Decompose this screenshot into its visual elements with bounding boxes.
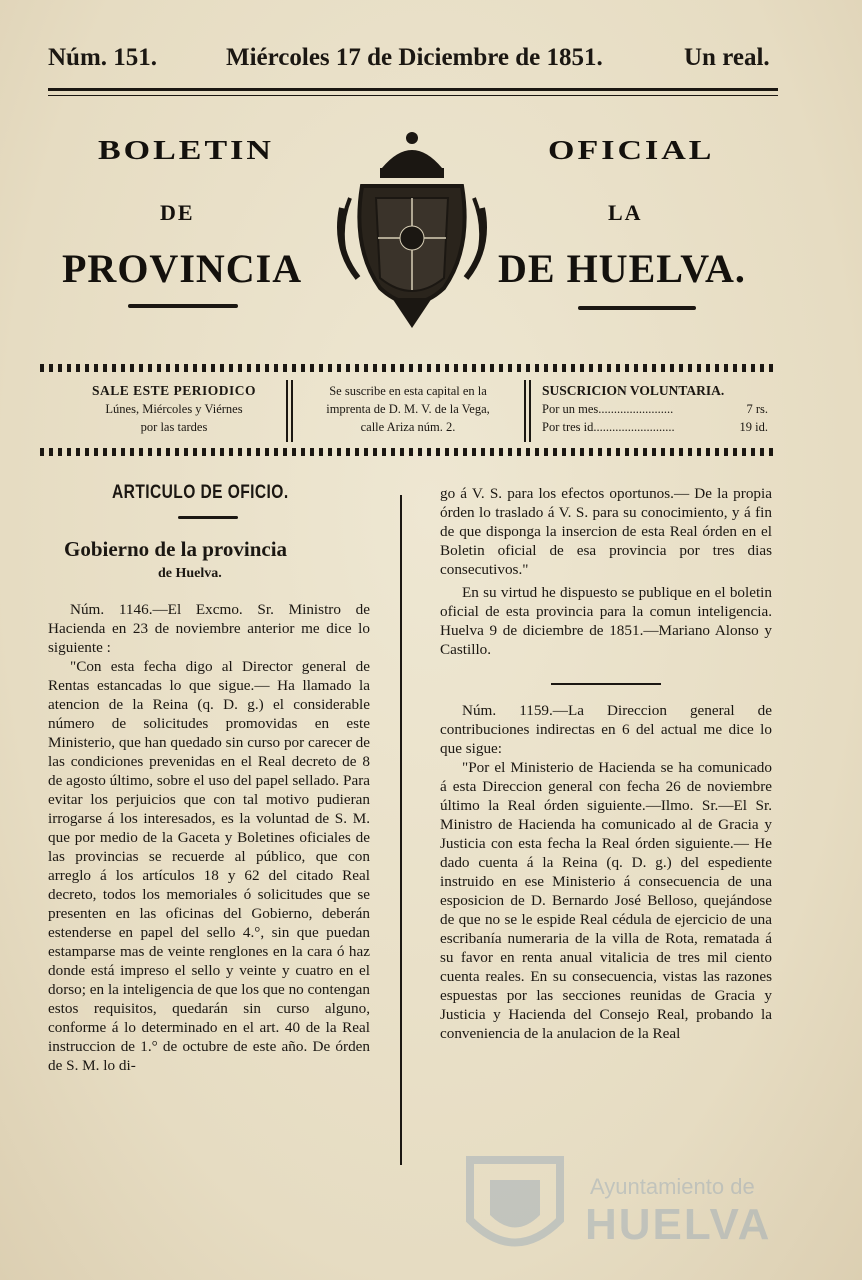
paragraph: En su virtud he dispuesto se publique en el boletin oficial de esta provincia para la comun inteligencia. Huelva 9 de diciembre de 1851.—Mariano Alonso y Castillo. xyxy=(440,584,772,658)
masthead-rule-bottom xyxy=(48,95,778,96)
left-column-text xyxy=(48,600,370,1075)
issue-date: Miércoles 17 de Diciembre de 1851. xyxy=(226,44,603,71)
watermark-line1: Ayuntamiento de xyxy=(590,1174,755,1199)
watermark xyxy=(460,1150,790,1270)
city-shield-icon xyxy=(460,1150,570,1270)
gov-title: Gobierno de la provincia xyxy=(64,537,288,561)
masthead xyxy=(48,44,778,80)
subscription-location: Se suscribe en esta capital en la imprenta de D. M. V. de la Vega, calle Ariza núm. 2. xyxy=(326,384,490,434)
column-divider xyxy=(400,495,402,1165)
subscription-divider-2 xyxy=(524,380,526,442)
subscription-divider-1b xyxy=(291,380,293,442)
subscription-box xyxy=(40,362,775,456)
price-row-three-months: Por tres id.......................... 19 id. xyxy=(542,420,768,434)
section-ornament xyxy=(178,516,238,519)
paragraph: go á V. S. para los efectos oportunos.— De la propia órden lo traslado á V. S. para su conocimiento, y á fin de que disponga la insercion de esta Real órden en el Boletin oficial de esa provincia por tres dias consecutivos." xyxy=(440,485,772,578)
watermark-line2: HUELVA xyxy=(585,1200,772,1249)
paragraph: Núm. 1146.—El Excmo. Sr. Ministro de Hacienda en 23 de noviembre anterior me dice lo siguiente : xyxy=(48,601,370,656)
issue-price: Un real. xyxy=(684,44,770,71)
title-ornament-left xyxy=(128,304,238,308)
article-separator xyxy=(551,683,661,685)
subscription-divider-1 xyxy=(286,380,288,442)
masthead-rule-top xyxy=(48,88,778,91)
title-de: DE xyxy=(160,200,195,225)
subscription-divider-2b xyxy=(529,380,531,442)
section-heading: ARTICULO DE OFICIO. xyxy=(112,482,289,503)
subscription-border-bottom xyxy=(40,448,775,456)
price-row-month: Por un mes........................ 7 rs. xyxy=(542,402,768,416)
issue-number: Núm. 151. xyxy=(48,44,158,71)
paragraph: "Por el Ministerio de Hacienda se ha comunicado á esta Direccion general con fecha 26 de noviembre último la Real órden siguiente.—Ilmo. Sr.—El Sr. Ministro de Hacienda ha comunicado al de Gracia y Justicia con esta fecha la Real órden siguiente.— He dado cuenta á la Reina (q. D. g.) del espediente instruido en ese Ministerio á consecuencia de una esposicion de D. Bernardo José Belloso, quejándose de que no se le espide Real cédula de ejercicio de una escribanía numeraria de la villa de Rota, rematada á su favor en renta anual vitalicia de tres mil ciento cuenta reales. En su consecuencia, vistas las razones espuestas por las secciones reunidas de Gracia y Justicia y Hacienda del Consejo Real, probando la conveniencia de la anulacion de la Real xyxy=(440,759,772,1042)
subscription-border-top xyxy=(40,364,775,372)
title-de-huelva: DE HUELVA. xyxy=(498,246,746,291)
gov-subtitle: de Huelva. xyxy=(158,566,222,581)
title-oficial: OFICIAL xyxy=(548,135,715,166)
right-column-text xyxy=(440,484,772,1043)
subscription-schedule: SALE ESTE PERIODICO Lúnes, Miércoles y Viérnes por las tardes xyxy=(91,383,257,434)
coat-of-arms-icon xyxy=(332,128,492,333)
paragraph: Núm. 1159.—La Direccion general de contribuciones indirectas en 6 del actual me dice lo que sigue: xyxy=(440,702,772,757)
title-boletin: BOLETIN xyxy=(98,135,274,166)
paragraph: "Con esta fecha digo al Director general de Rentas estancadas lo que sigue.— Ha llamado la atencion de la Reina (q. D. g.) el considerable número de solicitudes promovidas en este Ministerio, que han quedado sin curso por carecer de las condiciones prevenidas en el Real decreto de 8 de agosto último, sobre el uso del papel sellado. Para evitar los perjuicios que con tal motivo pudieran irrogarse á los interesados, es la voluntad de S. M. que por medio de la Gaceta y Boletines oficiales de las provincias se recuerde al público, que con arreglo á los artículos 18 y 62 del citado Real decreto, todos los memoriales ó solicitudes que se presenten en las oficinas del Gobierno, deberán estenderse en papel del sello 4.°, sin que puedan estamparse mas de veinte renglones en la cara ó haz donde está impreso el sello y veinte y cuatro en el dorso; en la inteligencia de que los que no contengan estos requisitos, quedarán sin curso alguno, conforme á lo determinado en el art. 40 de la Real instruccion de 1.° de octubre de este año. De órden de S. M. lo di- xyxy=(48,658,370,1074)
title-provincia: PROVINCIA xyxy=(62,246,303,291)
title-ornament-right xyxy=(578,306,696,310)
subscription-prices: SUSCRICION VOLUNTARIA. Por un mes........................ 7 rs. Por tres id.......................... 19 id. xyxy=(542,383,768,434)
title-la: LA xyxy=(608,200,643,225)
